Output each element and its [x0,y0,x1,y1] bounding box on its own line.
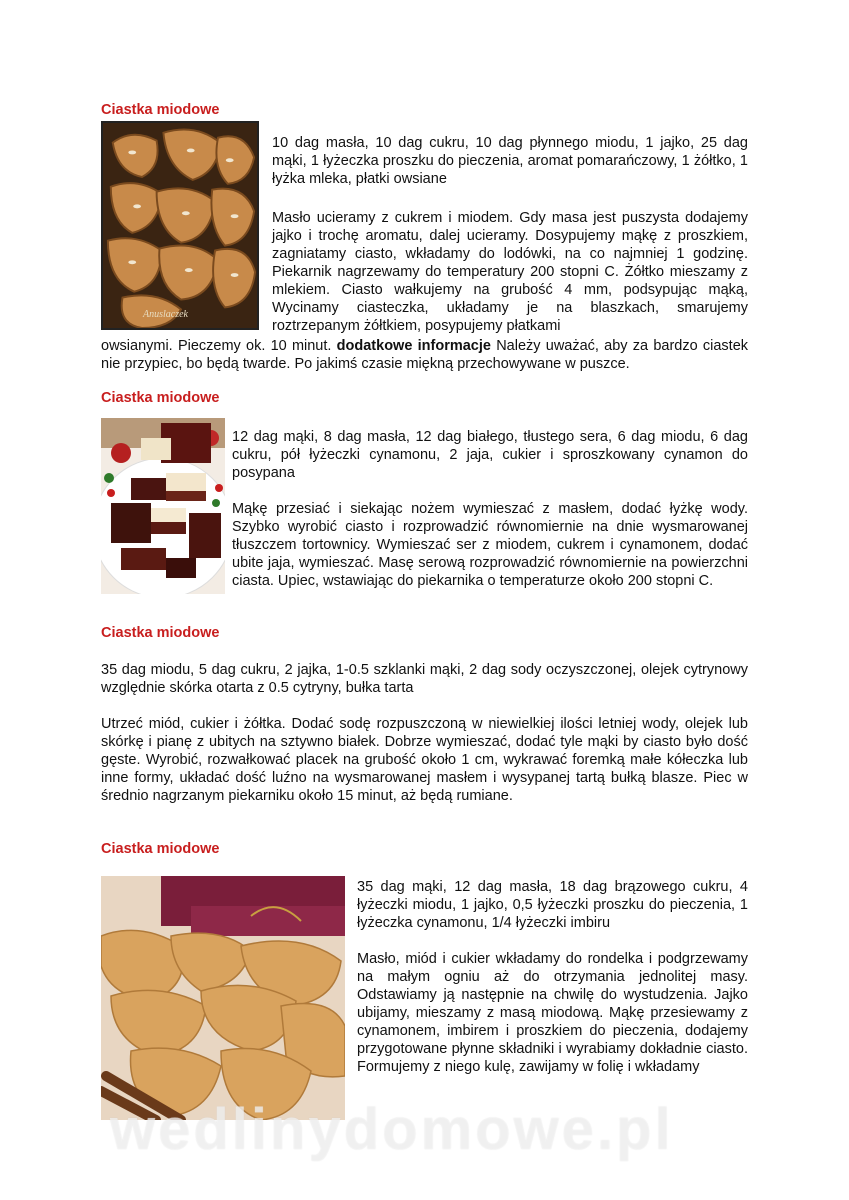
recipe-4-method: Masło, miód i cukier wkładamy do rondelka i podgrzewamy na małym ogniu aż do otrzymania jednolitej masy. Odstawiamy ją następnie na chwilę do wystudzenia. Jajko ubijamy, mieszamy z masą miodową. Mąkę przesiewamy z cynamonem, imbirem i proszkiem do pieczenia, dodajemy przygotowane płynne składniki i wyrabiamy dokładnie ciasto. Formujemy z niego kulę, zawijamy w folię i wkładamy [357,951,748,1075]
photo-signature: Anuslaczek [143,309,188,320]
recipe-2-title: Ciastka miodowe [101,390,220,406]
recipe-2-ingredients: 12 dag mąki, 8 dag masła, 12 dag białego, tłustego sera, 6 dag miodu, 6 dag cukru, pół łyżeczki cynamonu, 2 jaja, cukier i sproszkowany cynamon do posypana [232,429,748,481]
recipe-1-method-start: owsianymi. Pieczemy ok. 10 minut. [101,338,332,354]
recipe-3-ingredients: 35 dag miodu, 5 dag cukru, 2 jajka, 1-0.5 szklanki mąki, 2 dag sody oczyszczonej, olejek cytrynowy względnie skórka otarta z 0.5 cytryny, bułka tarta [101,662,748,696]
recipe-2-photo [101,418,225,594]
recipe-1-photo [101,121,259,330]
recipe-1-ingredients: 10 dag masła, 10 dag cukru, 10 dag płynnego miodu, 1 jajko, 25 dag mąki, 1 łyżeczka proszku do pieczenia, aromat pomarańczowy, 1 żółtko, 1 łyżka mleka, płatki owsiane [272,135,748,187]
recipe-1-method-end: Należy uważać, aby za bardzo ciastek nie przypiec, bo będą twarde. Po jakimś czasie miękną przechowywane w puszce. [101,338,749,372]
recipe-4-title: Ciastka miodowe [101,841,220,857]
recipe-2-method: Mąkę przesiać i siekając nożem wymieszać z masłem, dodać łyżkę wody. Szybko wyrobić ciasto i rozprowadzić równomiernie na dnie wysmarowanej tłuszczem tortownicy. Wymieszać ser z miodem, cukrem i cynamonem, dodać ubite jaja, wymieszać. Masę serową rozprowadzić równomiernie na powierzchni ciasta. Upiec, wstawiając do piekarnika o temperaturze około 200 stopni C. [232,501,748,589]
watermark: wedlinydomowe.pl [110,1097,674,1162]
recipe-4-photo [101,876,345,1120]
recipe-3-method: Utrzeć miód, cukier i żółtka. Dodać sodę rozpuszczoną w niewielkiej ilości letniej wody, olejek lub skórkę i pianę z ubitych na sztywno białek. Dobrze wymieszać, dodać tyle mąki by ciasto było dość gęste. Wyrobić, rozwałkować placek na grubość około 1 cm, wykrawać foremką małe kółeczka lub inne formy, układać dość luźno na wysmarowanej masłem i wysypanej tartą bułką blasze. Piec w średnio nagrzanym piekarniku około 15 minut, aż będą rumiane. [101,716,748,804]
recipe-4-ingredients: 35 dag mąki, 12 dag masła, 18 dag brązowego cukru, 4 łyżeczki miodu, 1 jajko, 0,5 łyżeczki proszku do pieczenia, 1 łyżeczka cynamonu, 1/4 łyżeczki imbiru [357,879,748,931]
recipe-3-title: Ciastka miodowe [101,625,220,641]
recipe-1-method-wrapped: Masło ucieramy z cukrem i miodem. Gdy masa jest puszysta dodajemy jajko i trochę aromatu, dalej ucieramy. Dosypujemy mąkę z proszkiem, zagniatamy ciasto, wkładamy do lodówki, na co najmniej 1 godzinę. Piekarnik nagrzewamy do temperatury 200 stopni C. Żółtko mieszamy z mlekiem. Ciasto wałkujemy na grubość 4 mm, podsypując mąką, Wycinamy ciasteczka, układamy je na blaszkach, smarujemy roztrzepanym żółtkiem, posypujemy płatkami [272,210,748,334]
recipe-1-method-continued [101,337,748,373]
recipe-1-title: Ciastka miodowe [101,102,220,118]
additional-info-label: dodatkowe informacje [336,338,491,354]
